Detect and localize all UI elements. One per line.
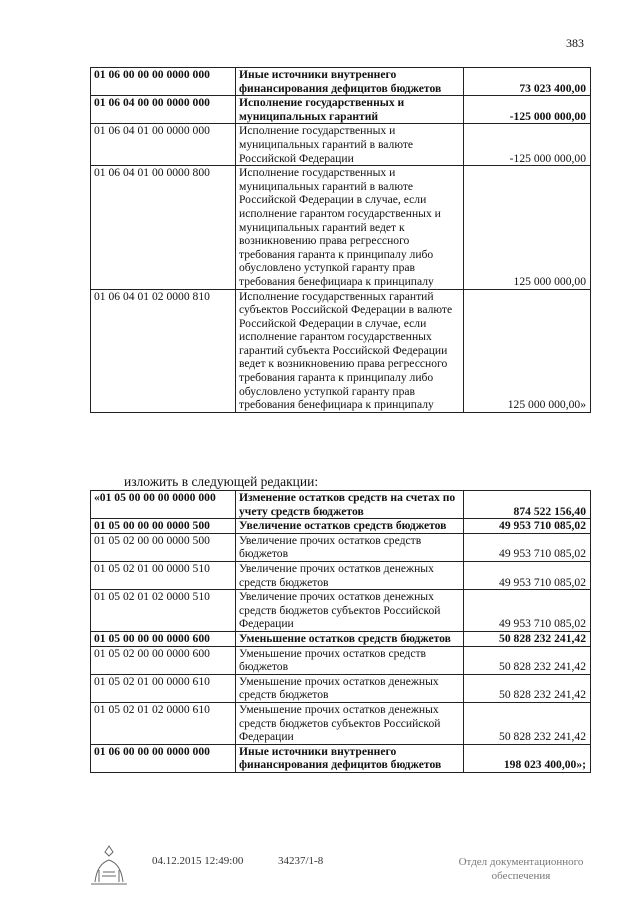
table-row <box>91 68 591 96</box>
amount-cell: 49 953 710 085,02 <box>464 533 591 561</box>
name-cell: Уменьшение прочих остатков средств бюджетов <box>236 646 464 674</box>
code-cell: 01 05 02 00 00 0000 500 <box>91 533 236 561</box>
amount-cell: 49 953 710 085,02 <box>464 519 591 534</box>
table-row <box>91 561 591 589</box>
code-cell: 01 06 04 01 00 0000 800 <box>91 166 236 289</box>
code-cell: 01 05 00 00 00 0000 600 <box>91 631 236 646</box>
amount-cell: 874 522 156,40 <box>464 491 591 519</box>
footer-doc-number: 34237/1-8 <box>278 855 324 867</box>
amount-cell: -125 000 000,00 <box>464 124 591 166</box>
table-row <box>91 646 591 674</box>
amount-cell: 125 000 000,00» <box>464 289 591 412</box>
code-cell: 01 05 02 01 00 0000 510 <box>91 561 236 589</box>
name-cell: Уменьшение прочих остатков денежных средств бюджетов <box>236 674 464 702</box>
name-cell: Изменение остатков средств на счетах по учету средств бюджетов <box>236 491 464 519</box>
code-cell: 01 06 04 01 00 0000 000 <box>91 124 236 166</box>
table-row <box>91 289 591 412</box>
amount-cell: 125 000 000,00 <box>464 166 591 289</box>
name-cell: Увеличение прочих остатков денежных средств бюджетов <box>236 561 464 589</box>
amount-cell: 50 828 232 241,42 <box>464 702 591 744</box>
code-cell: 01 05 02 00 00 0000 600 <box>91 646 236 674</box>
name-cell: Исполнение государственных и муниципальных гарантий в валюте Российской Федерации в случае, если исполнение гарантом государственных и муниципальных гарантий ведет к возникновению права регрессного требования гаранта к принципалу либо обусловлено уступкой гаранту прав требования бенефициара к принципалу <box>236 166 464 289</box>
code-cell: 01 06 00 00 00 0000 000 <box>91 68 236 96</box>
name-cell: Иные источники внутреннего финансирования дефицитов бюджетов <box>236 744 464 772</box>
code-cell: «01 05 00 00 00 0000 000 <box>91 491 236 519</box>
table-row <box>91 491 591 519</box>
name-cell: Уменьшение прочих остатков денежных средств бюджетов субъектов Российской Федерации <box>236 702 464 744</box>
code-cell: 01 06 04 01 02 0000 810 <box>91 289 236 412</box>
amount-cell: 50 828 232 241,42 <box>464 646 591 674</box>
code-cell: 01 05 02 01 00 0000 610 <box>91 674 236 702</box>
table-row <box>91 533 591 561</box>
table-row <box>91 674 591 702</box>
amount-cell: 73 023 400,00 <box>464 68 591 96</box>
emblem-stamp-icon <box>87 842 131 888</box>
amount-cell: 198 023 400,00»; <box>464 744 591 772</box>
code-cell: 01 06 04 00 00 0000 000 <box>91 96 236 124</box>
code-cell: 01 05 02 01 02 0000 510 <box>91 590 236 632</box>
amount-cell: 50 828 232 241,42 <box>464 631 591 646</box>
table-row <box>91 166 591 289</box>
code-cell: 01 05 02 01 02 0000 610 <box>91 702 236 744</box>
name-cell: Исполнение государственных и муниципальных гарантий <box>236 96 464 124</box>
table-row <box>91 702 591 744</box>
name-cell: Увеличение прочих остатков средств бюджетов <box>236 533 464 561</box>
name-cell: Иные источники внутреннего финансирования дефицитов бюджетов <box>236 68 464 96</box>
name-cell: Исполнение государственных гарантий субъектов Российской Федерации в валюте Российской Федерации в случае, если исполнение гарантом государственных гарантий субъекта Российской Федерации ведет к возникновению права регрессного требования гаранта к принципалу либо обусловлено уступкой гаранту прав требования бенефициара к принципалу <box>236 289 464 412</box>
table-row <box>91 631 591 646</box>
sources-table-new <box>90 490 591 773</box>
table-row <box>91 96 591 124</box>
sources-table-old <box>90 67 591 413</box>
amount-cell: 49 953 710 085,02 <box>464 590 591 632</box>
footer-datetime: 04.12.2015 12:49:00 <box>152 855 244 867</box>
table-row <box>91 519 591 534</box>
table-row <box>91 744 591 772</box>
table-row <box>91 124 591 166</box>
amount-cell: -125 000 000,00 <box>464 96 591 124</box>
footer-department: Отдел документационного обеспечения <box>458 856 584 882</box>
page-number: 383 <box>566 36 584 50</box>
code-cell: 01 05 00 00 00 0000 500 <box>91 519 236 534</box>
amendment-intro-text: изложить в следующей редакции: <box>124 474 319 489</box>
name-cell: Исполнение государственных и муниципальных гарантий в валюте Российской Федерации <box>236 124 464 166</box>
amount-cell: 50 828 232 241,42 <box>464 674 591 702</box>
table-row <box>91 590 591 632</box>
amount-cell: 49 953 710 085,02 <box>464 561 591 589</box>
code-cell: 01 06 00 00 00 0000 000 <box>91 744 236 772</box>
name-cell: Увеличение прочих остатков денежных средств бюджетов субъектов Российской Федерации <box>236 590 464 632</box>
name-cell: Уменьшение остатков средств бюджетов <box>236 631 464 646</box>
name-cell: Увеличение остатков средств бюджетов <box>236 519 464 534</box>
